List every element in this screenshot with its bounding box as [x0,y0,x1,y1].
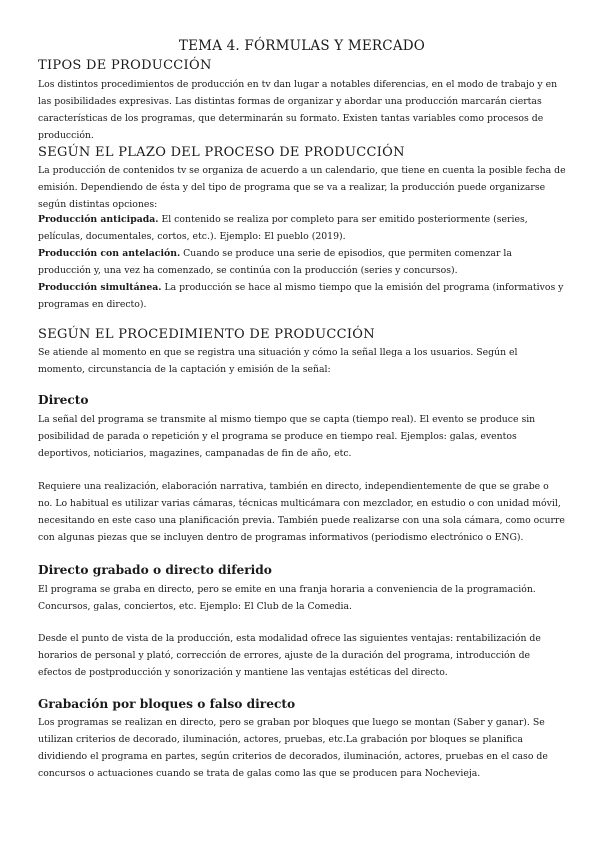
paragraph-diferido-1: El programa se graba en directo, pero se emite en una franja horaria a conveniencia de la programación. Concursos, galas, conciertos, etc. Ejemplo: El Club de la Comedia. [38,584,536,612]
document-title: TEMA 4. FÓRMULAS Y MERCADO [178,38,426,54]
subheading-bloques: Grabación por bloques o falso directo [38,697,296,711]
paragraph-directo-1: La señal del programa se transmite al mismo tiempo que se capta (tiempo real). El evento se produce sin posibilidad de parada o repetición y el programa se produce en tiempo real. Ejemplos: galas, eventos deportivos, noticiarios, magazines, campanadas de fin de año, etc. [38,414,536,459]
paragraph-diferido-2: Desde el punto de vista de la producción, esta modalidad ofrece las siguientes ventajas: rentabilización de horarios de personal y plató, corrección de errores, ajuste de la duración del programa, introducción de efectos de postproducción y sonorización y mantiene las ventajas estéticas del directo. [38,633,541,678]
term-antelacion: Producción con antelación. [38,248,181,259]
paragraph-plazo-intro: La producción de contenidos tv se organiza de acuerdo a un calendario, que tiene en cuenta la posible fecha de emisión. Dependiendo de ésta y del tipo de programa que se va a realizar, la producción puede organizarse según distintas opciones: [38,165,566,210]
list-item-antelacion [38,245,566,279]
subheading-directo: Directo [38,393,89,407]
list-item-anticipada [38,211,566,245]
section-heading-plazo: SEGÚN EL PLAZO DEL PROCESO DE PRODUCCIÓN [38,145,405,160]
term-anticipada: Producción anticipada. [38,214,159,225]
paragraph-bloques-1: Los programas se realizan en directo, pero se graban por bloques que luego se montan (Saber y ganar). Se utilizan criterios de decorado, iluminación, actores, pruebas, etc.La grabación por bloques se planifica dividiendo el programa en partes, según criterios de decorados, iluminación, actores, pruebas en el caso de concursos o actuaciones cuando se trata de galas como las que se producen para Nochevieja. [38,717,548,779]
paragraph-directo-2: Requiere una realización, elaboración narrativa, también en directo, independientemente de que se grabe o no. Lo habitual es utilizar varias cámaras, técnicas multicámara con mezclador, en estudio o con unidad móvil, necesitando en este caso una planificación previa. También puede realizarse con una sola cámara, como ocurre con algunas piezas que se incluyen dentro de programas informativos (periodismo electrónico o ENG). [38,481,565,543]
paragraph-procedimiento-intro: Se atiende al momento en que se registra una situación y cómo la señal llega a los usuarios. Según el momento, circunstancia de la captación y emisión de la señal: [38,347,518,375]
term-simultanea: Producción simultánea. [38,282,162,293]
paragraph-tipos: Los distintos procedimientos de producción en tv dan lugar a notables diferencias, en el modo de trabajo y en las posibilidades expresivas. Las distintas formas de organizar y abordar una producción marcarán ciertas características de los programas, que determinarán su formato. Existen tantas variables como procesos de producción. [38,79,558,141]
text-antelacion: Cuando se produce una serie de episodios, que permiten comenzar la producción y, una vez ha comenzado, se continúa con la producción (series y concursos). [38,248,512,276]
section-heading-tipos: TIPOS DE PRODUCCIÓN [38,58,212,73]
section-heading-procedimiento: SEGÚN EL PROCEDIMIENTO DE PRODUCCIÓN [38,327,375,342]
text-anticipada: El contenido se realiza por completo para ser emitido posteriormente (series, películas, documentales, cortos, etc.). Ejemplo: El pueblo (2019). [38,214,528,242]
list-item-simultanea [38,279,566,313]
subheading-diferido: Directo grabado o directo diferido [38,563,272,577]
text-simultanea: La producción se hace al mismo tiempo que la emisión del programa (informativos y programas en directo). [38,282,564,310]
